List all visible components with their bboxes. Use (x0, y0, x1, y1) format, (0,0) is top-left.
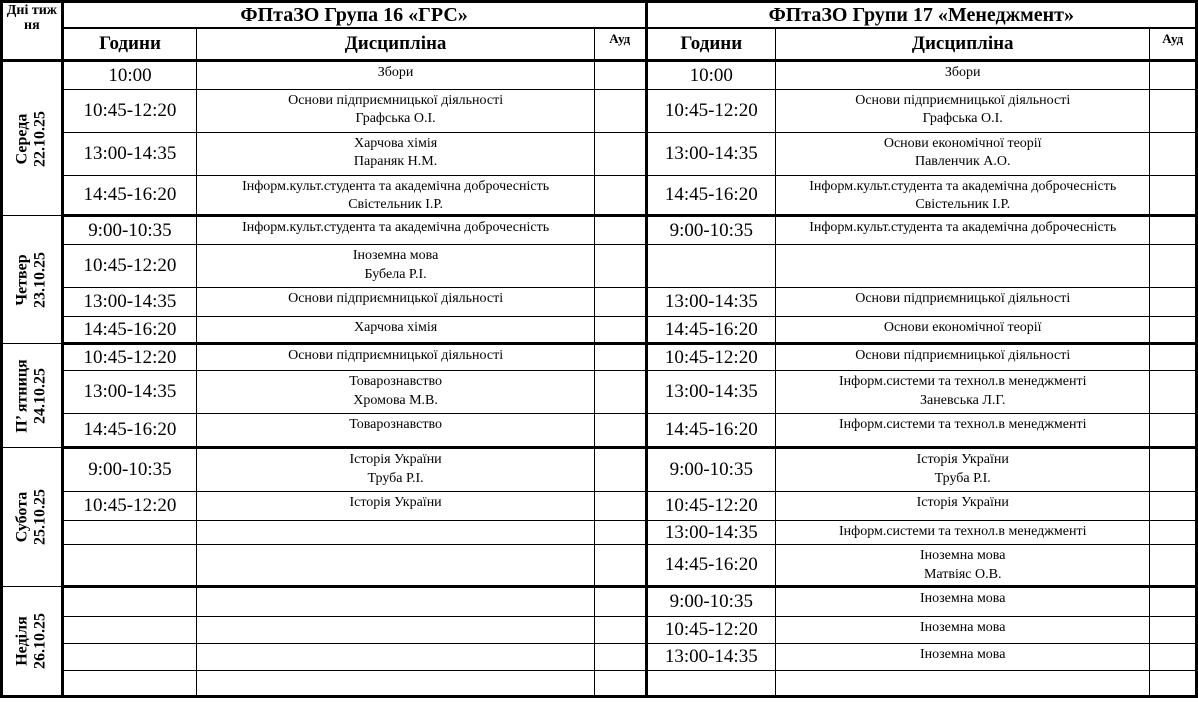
subject-cell (776, 617, 1150, 644)
table-row (2, 216, 1197, 245)
time-cell (62, 671, 197, 697)
subject-name: Історія України (916, 495, 1009, 511)
subject-cell (776, 90, 1150, 133)
aud-cell (594, 644, 646, 671)
aud-cell (1150, 176, 1197, 216)
aud-cell (594, 492, 646, 521)
subject-cell (197, 617, 595, 644)
aud-cell (594, 521, 646, 545)
teacher-name: Свістельник І.Р. (348, 197, 443, 213)
time-cell: 13:00-14:35 (62, 288, 197, 317)
subject-cell (776, 176, 1150, 216)
subject-cell (776, 245, 1150, 288)
time-cell: 10:45-12:20 (62, 492, 197, 521)
aud-cell (594, 288, 646, 317)
teacher-name: Хромова М.В. (353, 392, 438, 408)
aud-cell (1150, 317, 1197, 344)
subject-cell (776, 414, 1150, 448)
table-row (2, 587, 1197, 617)
discipline-header-g17: Дисципліна (776, 28, 1150, 61)
time-cell (62, 617, 197, 644)
day-label-sunday (2, 587, 63, 697)
table-row (2, 288, 1197, 317)
time-cell: 13:00-14:35 (62, 133, 197, 176)
teacher-name: Матвіяс О.В. (923, 566, 1002, 582)
subject-cell (776, 448, 1150, 492)
subject-cell (776, 216, 1150, 245)
subject-cell (776, 288, 1150, 317)
subject-name: Історія України (349, 452, 442, 468)
subject-cell (197, 344, 595, 371)
discipline-header-g16: Дисципліна (197, 28, 595, 61)
table-row (2, 644, 1197, 671)
subject-name: Основи підприємницької діяльності (288, 291, 504, 307)
aud-header-g17: Ауд (1150, 28, 1197, 61)
subject-name: Товарознавство (349, 374, 442, 390)
subject-name: Іноземна мова (352, 248, 439, 264)
subject-cell (197, 245, 595, 288)
subject-name: Основи підприємницької діяльності (855, 93, 1071, 108)
time-cell: 10:45-12:20 (62, 245, 197, 288)
time-cell: 10:45-12:20 (646, 492, 776, 521)
teacher-name: Заневська Л.Г. (920, 392, 1006, 408)
time-cell: 10:45-12:20 (62, 90, 197, 133)
table-row (2, 448, 1197, 492)
subject-name: Харчова хімія (353, 320, 438, 336)
time-cell: 9:00-10:35 (646, 448, 776, 492)
aud-cell (1150, 587, 1197, 617)
subject-cell (776, 133, 1150, 176)
aud-cell (1150, 216, 1197, 245)
hours-header-g17: Години (646, 28, 776, 61)
time-cell: 13:00-14:35 (646, 371, 776, 414)
time-cell: 14:45-16:20 (646, 317, 776, 344)
teacher-name: Параняк Н.М. (353, 154, 438, 170)
teacher-name: Графська О.І. (355, 111, 436, 127)
aud-cell (594, 545, 646, 587)
table-row (2, 414, 1197, 448)
time-cell: 14:45-16:20 (62, 176, 197, 216)
aud-cell (1150, 492, 1197, 521)
table-row (2, 344, 1197, 371)
aud-cell (594, 216, 646, 245)
aud-cell (594, 90, 646, 133)
aud-cell (594, 61, 646, 90)
subject-name: Історія України (916, 452, 1009, 468)
time-cell: 14:45-16:20 (646, 176, 776, 216)
aud-cell (594, 448, 646, 492)
time-cell (646, 671, 776, 697)
time-cell (62, 644, 197, 671)
time-cell (62, 521, 197, 545)
teacher-name: Павленчик А.О. (914, 154, 1011, 170)
subject-name: Інформ.системи та технол.в менеджменті (838, 524, 1087, 540)
subject-cell (197, 671, 595, 697)
subject-name: Іноземна мова (919, 591, 1006, 607)
table-row (2, 521, 1197, 545)
teacher-name: Бубела Р.І. (364, 266, 427, 282)
aud-cell (1150, 521, 1197, 545)
subject-cell (776, 344, 1150, 371)
time-cell: 13:00-14:35 (62, 371, 197, 414)
day-label-saturday (2, 448, 63, 587)
subject-cell (197, 90, 595, 133)
subject-name: Основи підприємницької діяльності (288, 93, 504, 108)
subject-name: Харчова хімія (353, 136, 438, 151)
subject-cell (197, 317, 595, 344)
aud-cell (1150, 90, 1197, 133)
time-cell: 9:00-10:35 (62, 216, 197, 245)
aud-cell (1150, 245, 1197, 288)
subject-cell (197, 521, 595, 545)
table-row (2, 176, 1197, 216)
time-cell: 10:45-12:20 (62, 344, 197, 371)
subject-name: Інформ.культ.студента та академічна доброчесність (809, 179, 1117, 194)
teacher-name: Труба Р.І. (934, 470, 991, 486)
subject-cell (197, 288, 595, 317)
time-cell: 14:45-16:20 (62, 317, 197, 344)
subject-cell (776, 671, 1150, 697)
time-cell: 10:45-12:20 (646, 344, 776, 371)
subject-cell (197, 414, 595, 448)
time-cell: 9:00-10:35 (62, 448, 197, 492)
aud-cell (594, 671, 646, 697)
subject-name: Іноземна мова (919, 548, 1006, 564)
aud-cell (1150, 617, 1197, 644)
subject-name: Інформ.культ.студента та академічна доброчесність (242, 179, 550, 194)
aud-cell (1150, 61, 1197, 90)
table-row (2, 317, 1197, 344)
subject-cell (776, 61, 1150, 90)
aud-cell (1150, 448, 1197, 492)
group16-title: ФПтаЗО Група 16 «ГРС» (62, 2, 646, 29)
day-date: 26.10.25 (31, 613, 49, 670)
subject-cell (776, 371, 1150, 414)
subject-cell (776, 492, 1150, 521)
teacher-name: Графська О.І. (922, 111, 1003, 127)
aud-cell (594, 587, 646, 617)
aud-cell (1150, 371, 1197, 414)
table-row (2, 492, 1197, 521)
table-row (2, 90, 1197, 133)
subject-cell (197, 133, 595, 176)
group17-title: ФПтаЗО Групи 17 «Менеджмент» (646, 2, 1196, 29)
subject-name: Товарознавство (349, 417, 442, 433)
table-row (2, 245, 1197, 288)
subject-cell (197, 492, 595, 521)
subject-cell (197, 216, 595, 245)
subject-name: Основи підприємницької діяльності (855, 348, 1071, 364)
subject-name: Історія України (349, 495, 442, 511)
subject-name: Інформ.системи та технол.в менеджменті (838, 417, 1087, 433)
time-cell: 10:45-12:20 (646, 90, 776, 133)
aud-cell (1150, 288, 1197, 317)
aud-cell (594, 414, 646, 448)
subject-cell (776, 644, 1150, 671)
time-cell: 13:00-14:35 (646, 644, 776, 671)
subject-name: Основи економічної теорії (883, 320, 1042, 336)
aud-cell (1150, 644, 1197, 671)
day-name: Середа (13, 113, 31, 165)
aud-cell (594, 344, 646, 371)
days-of-week-header: Дні тиж ня (2, 2, 63, 61)
day-label-friday (2, 344, 63, 448)
table-row (2, 133, 1197, 176)
subject-cell (197, 61, 595, 90)
subject-name: Основи підприємницької діяльності (855, 291, 1071, 307)
day-label-wednesday (2, 61, 63, 216)
table-row (2, 545, 1197, 587)
subject-cell (197, 371, 595, 414)
aud-cell (594, 176, 646, 216)
subject-cell (776, 521, 1150, 545)
time-cell: 13:00-14:35 (646, 521, 776, 545)
subject-cell (197, 448, 595, 492)
subject-cell (197, 545, 595, 587)
time-cell: 14:45-16:20 (62, 414, 197, 448)
day-label-thursday (2, 216, 63, 344)
aud-cell (1150, 671, 1197, 697)
time-cell: 13:00-14:35 (646, 133, 776, 176)
subject-name: Основи підприємницької діяльності (288, 348, 504, 364)
subject-name: Іноземна мова (919, 647, 1006, 663)
teacher-name: Труба Р.І. (367, 470, 424, 486)
time-cell (646, 245, 776, 288)
aud-cell (594, 617, 646, 644)
aud-cell (1150, 414, 1197, 448)
aud-cell (594, 317, 646, 344)
day-name: Субота (13, 492, 31, 543)
day-name: П’ ятниця (13, 359, 31, 433)
time-cell (62, 545, 197, 587)
table-row (2, 61, 1197, 90)
aud-cell (1150, 344, 1197, 371)
subject-cell (776, 587, 1150, 617)
time-cell: 10:00 (646, 61, 776, 90)
day-date: 25.10.25 (31, 489, 49, 546)
subject-cell (197, 176, 595, 216)
aud-cell (594, 371, 646, 414)
subject-name: Інформ.культ.студента та академічна доброчесність (809, 220, 1117, 236)
time-cell: 14:45-16:20 (646, 414, 776, 448)
subject-name: Збори (944, 65, 981, 80)
subject-name: Основи економічної теорії (883, 136, 1042, 151)
subject-cell (776, 545, 1150, 587)
aud-cell (594, 245, 646, 288)
time-cell: 10:45-12:20 (646, 617, 776, 644)
time-cell (62, 587, 197, 617)
table-row (2, 371, 1197, 414)
aud-cell (1150, 545, 1197, 587)
aud-header-g16: Ауд (594, 28, 646, 61)
subject-name: Інформ.культ.студента та академічна доброчесність (242, 220, 550, 236)
day-date: 22.10.25 (31, 110, 49, 167)
aud-cell (594, 133, 646, 176)
subject-cell (197, 644, 595, 671)
subject-name: Іноземна мова (919, 620, 1006, 636)
subject-name: Збори (377, 65, 414, 80)
time-cell: 9:00-10:35 (646, 216, 776, 245)
day-name: Четвер (13, 254, 31, 306)
day-date: 23.10.25 (31, 251, 49, 308)
subject-cell (776, 317, 1150, 344)
time-cell: 14:45-16:20 (646, 545, 776, 587)
table-row (2, 617, 1197, 644)
hours-header-g16: Години (62, 28, 197, 61)
time-cell: 10:00 (62, 61, 197, 90)
time-cell: 13:00-14:35 (646, 288, 776, 317)
aud-cell (1150, 133, 1197, 176)
subject-cell (197, 587, 595, 617)
table-row (2, 671, 1197, 697)
day-date: 24.10.25 (31, 367, 49, 424)
day-name: Неділя (13, 616, 31, 667)
time-cell: 9:00-10:35 (646, 587, 776, 617)
subject-name: Інформ.системи та технол.в менеджменті (838, 374, 1087, 390)
teacher-name: Свістельник І.Р. (915, 197, 1011, 213)
